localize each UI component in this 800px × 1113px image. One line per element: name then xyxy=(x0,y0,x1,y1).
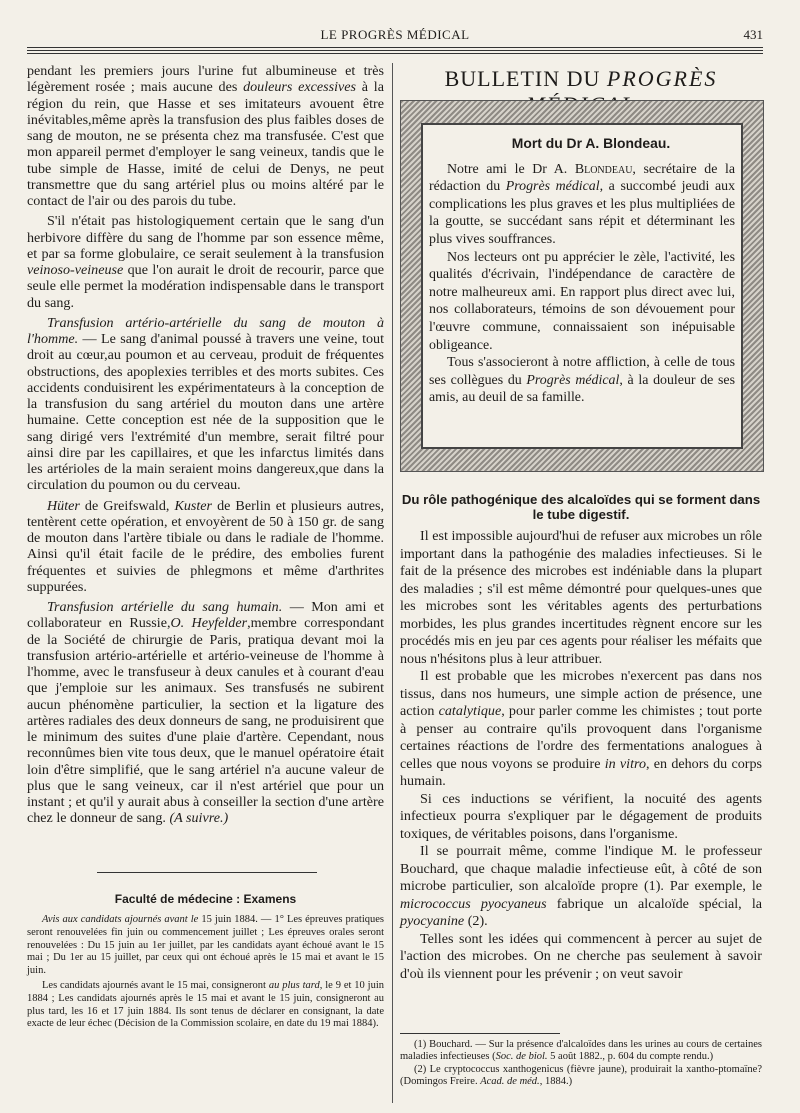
obituary-box xyxy=(421,123,743,449)
footnote: (2) Le cryptococcus xanthogenicus (fièvre jaune), produirait la xantho-ptomaïne? (Domingos Freire. Acad. de méd., 1884.) xyxy=(400,1063,762,1088)
left-column xyxy=(27,63,384,827)
paragraph: Les candidats ajournés avant le 15 mai, consigneront au plus tard, le 9 et 10 juin 1884 ; Les candidats ajournés après le 15 mai et avant le 15 juin, consigneront au plus tard, les 16 et 17 juin 1884. Ils sont tenus de déclarer en consignant, la date exacte de leur échec (Décision de la Commission scolaire, en date du 19 mai 1884). xyxy=(27,979,384,1030)
bulletin-title: BULLETIN DU PROGRÈS xyxy=(444,66,718,91)
paragraph: Tous s'associeront à notre affliction, à celle de tous ses collègues du Progrès médical, à la douleur de ses amis, au deuil de sa famille. xyxy=(429,355,736,406)
obituary-frame xyxy=(400,100,764,472)
paragraph: Il se pourrait même, comme l'indique M. le professeur Bouchard, que chaque maladie infectieuse eût, à côté de son microbe particulier, son alcaloïde propre (1). Par exemple, le micrococcus pyocyaneus fabrique un alcaloïde spécial, la pyocyanine (2). xyxy=(400,843,763,929)
paragraph: Il est impossible aujourd'hui de refuser aux microbes un rôle important dans la pathogénie des maladies infectieuses. Si le fait de la présence des microbes est indéniable dans la plupart des maladies ; s'il est même démontré pour quelques-unes que les microbes sont les véritables agents des perturbations morbides, les plus grandes incertitudes règnent encore sur les procédés mis en jeu par ces agents pour réaliser les méfaits que nous n'hésitons plus à leur attribuer. xyxy=(400,528,762,667)
paragraph: S'il n'était pas histologiquement certain que le sang d'un herbivore diffère du sang de l'homme par son essence même, et par sa forme globulaire, ce serait seulement à la transfusion veinoso-veineuse que l'on aurait le droit de recourir, parce que seule elle permet la modération indispensable dans le transport du sang. xyxy=(27,213,384,311)
paragraph: Il est probable que les microbes n'exercent pas dans nos tissus, dans nos humeurs, une simple action de présence, une action catalytique, pour parler comme les chimistes ; tout porte à penser au contraire qu'ils provoquent dans l'organisme certaines réactions de l'ordre des fermentations analogues à celles que nous voyons se produire in vitro, en dehors du corps humain. xyxy=(400,668,762,789)
paragraph: Avis aux candidats ajournés avant le 15 juin 1884. — 1° Les épreuves pratiques seront renouvelées fin juin ou commencement juillet ; Les épreuves orales seront renouvelées : Du 15 juin au 1er juillet, par les candidats ayant échoué avant le 15 mai ; Du 1er au 15 juillet, par ceux qui ont échoué après le 15 mai et avant le 15 juin. xyxy=(27,914,384,977)
footnotes xyxy=(400,1039,762,1089)
running-head xyxy=(27,27,763,41)
footnote-rule xyxy=(400,1033,560,1034)
obituary-title: Mort du Dr A. Blondeau. xyxy=(511,135,671,151)
paragraph: Nos lecteurs ont pu apprécier le zèle, l'activité, les qualités d'écrivain, l'indépendance de caractère de notre malheureux ami. En rapport plus direct avec lui, nos collaborateurs, témoins de son dévouement pour l'œuvre commune, connaissaient son inépuisable obligeance. xyxy=(429,249,735,353)
journal-title: LE PROGRÈS MÉDICAL xyxy=(320,27,470,42)
header-rule xyxy=(27,47,763,48)
article-alcaloides xyxy=(400,492,762,983)
paragraph: Transfusion artérielle du sang humain. — Mon ami et collaborateur en Russie,O. Heyfelder,membre correspondant de la Société de chirurgie de Paris, pratiqua devant moi la transfusion artério-artérielle et artério-veineuse de l'homme à l'homme, avec le transfuseur à deux canules et à courant d'eau que j'emploie sur les animaux. Ses transfusés ne subirent aucun phénomène particulier, la section et la ligature des artères radiales des deux donneurs de sang, ne produisirent que le minimum des suites d'une plaie d'artère. Cependant, nous reconnûmes bien vite tous deux, que le manuel opératoire était loin d'être simplifié, que le sang artériel n'a aucune valeur de plus que le sang veineux, car il n'est artériel que pour un instant ; et qu'il y aurait abus à conseiller la section d'une artère chez le donneur de sang. (A suivre.) xyxy=(27,599,384,827)
paragraph: Notre ami le Dr A. Blondeau, secrétaire de la rédaction du Progrès médical, a succombé jeudi aux complications les plus graves et les plus multipliées de la goutte, se succédant sans répit et déterminant les plus vives souffrances. xyxy=(429,161,736,247)
footnote: (1) Bouchard. — Sur la présence d'alcaloïdes dans les urines au cours de certaines maladies infectieuses (Soc. de biol. 5 août 1882., p. 604 du compte rendu.) xyxy=(400,1039,762,1063)
header-rule-3 xyxy=(27,53,763,54)
paragraph: Transfusion artério-artérielle du sang de mouton à l'homme. — Le sang d'animal poussé à travers une veine, tout droit au cœur,au poumon et au cerveau, produit de fréquentes obstructions, des apoplexies terribles et des morts subites. Ces accidents conduisirent les expérimentateurs à la conception de la transfusion du sang artériel du mouton dans une artère humaine. Cette conception est née de la supposition que le sang dirigé vers l'extrémité d'un membre, serait filtré pour ainsi dire par les capillaires, et que les infarctus limités dans les artérioles de la main seraient moins dangereux,que dans la circulation du poumon ou du cerveau. xyxy=(27,314,384,494)
section-heading: Faculté de médecine : Examens xyxy=(114,892,297,906)
column-divider xyxy=(392,63,393,1103)
article-title: Du rôle pathogénique des alcaloïdes qui se forment dans le tube digestif. xyxy=(401,492,761,522)
to-be-continued: (A suivre.) xyxy=(169,810,229,827)
paragraph: pendant les premiers jours l'urine fut albumineuse et très légèrement rosée ; mais aucune des douleurs excessives à la région du rein, que Hasse et ses imitateurs avouent être inévitables,même après la transfusion des plus faibles doses de sang de mouton, ne se présenta chez ma transfusée. C'est que mon appareil permet d'employer le sang veineux, tandis que le tube simple de Hasse, imité de celui de Denys, ne peut transmettre que du sang artériel plus ou moins altéré par le contact de l'air ou des parois du tube. xyxy=(27,63,384,209)
paragraph: Hüter de Greifswald, Kuster de Berlin et plusieurs autres, tentèrent cette opération, et envoyèrent de 50 à 150 gr. de sang de mouton dans l'artère tibiale ou dans le radiale de l'homme. Ainsi qu'il était facile de le prédire, des embolies furent fréquentes et suivies de phlegmons et même d'arthrites suppurées. xyxy=(27,497,384,595)
paragraph: Telles sont les idées qui commencent à percer au sujet de l'action des microbes. On ne cherche pas seulement à savoir d'où ils viennent pour les prévenir ; on veut savoir xyxy=(400,930,762,982)
section-rule xyxy=(97,872,317,873)
header-rule-2 xyxy=(27,50,763,51)
page-number: 431 xyxy=(743,27,763,42)
faculte-notice xyxy=(27,892,384,1031)
paragraph: Si ces inductions se vérifient, la nocuité des agents infectieux pourra s'expliquer par le dégagement de produits toxiques, de véritables poisons, dans l'organisme. xyxy=(400,790,762,842)
